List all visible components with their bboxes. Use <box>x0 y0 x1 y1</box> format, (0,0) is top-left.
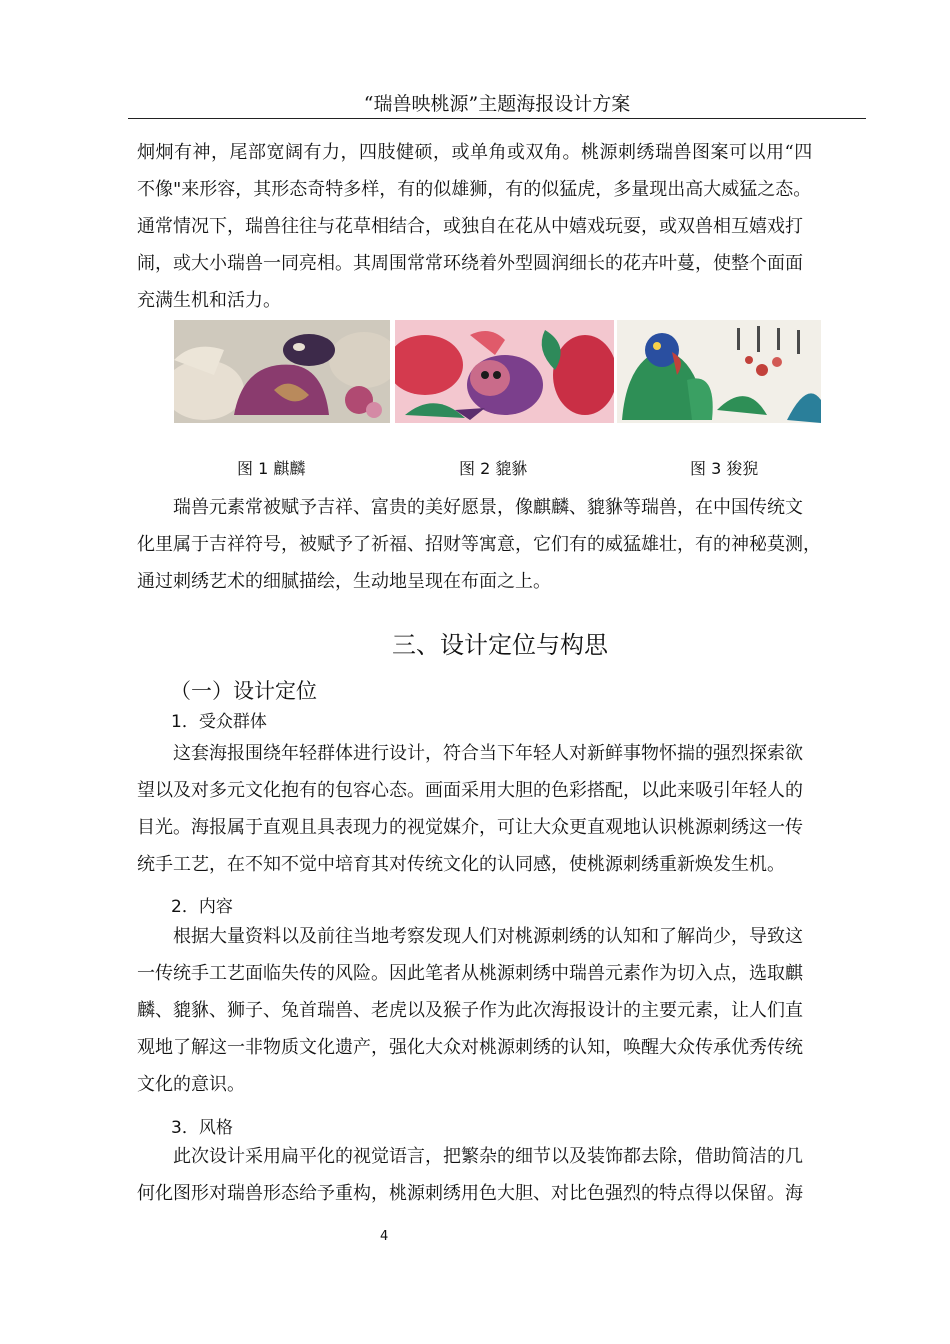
figure-caption-1: 图 1 麒麟 <box>237 459 306 478</box>
figure-caption-2: 图 2 貔貅 <box>459 459 528 478</box>
text-line: 麟、貔貅、狮子、兔首瑞兽、老虎以及猴子作为此次海报设计的主要元素，让人们直 <box>137 1000 803 1021</box>
item-heading-style: 3．风格 <box>171 1118 233 1138</box>
text-line: 炯炯有神，尾部宽阔有力，四肢健硕，或单角或双角。桃源刺绣瑞兽图案可以用“四 <box>137 142 813 163</box>
text-line: 通过刺绣艺术的细腻描绘，生动地呈现在布面之上。 <box>137 571 551 592</box>
text-line: 通常情况下，瑞兽往往与花草相结合，或独自在花从中嬉戏玩耍，或双兽相互嬉戏打 <box>137 216 803 237</box>
text-line: 何化图形对瑞兽形态给予重构，桃源刺绣用色大胆、对比色强烈的特点得以保留。海 <box>137 1183 803 1204</box>
item-body-content <box>137 918 872 1103</box>
text-line: 统手工艺，在不知不觉中培育其对传统文化的认同感，使桃源刺绣重新焕发生机。 <box>137 854 785 875</box>
text-line: 一传统手工艺面临失传的风险。因此笔者从桃源刺绣中瑞兽元素作为切入点，选取麒 <box>137 963 803 984</box>
figure-pixiu-image <box>395 320 614 423</box>
item-body-audience <box>137 735 872 883</box>
intro-paragraph <box>137 134 872 319</box>
text-line: 观地了解这一非物质文化遗产，强化大众对桃源刺绣的认知，唤醒大众传承优秀传统 <box>137 1037 803 1058</box>
text-line: 根据大量资料以及前往当地考察发现人们对桃源刺绣的认知和了解尚少，导致这 <box>173 926 803 947</box>
figure-caption-3: 图 3 狻猊 <box>690 459 759 478</box>
page-header-title: “瑞兽映桃源”主题海报设计方案 <box>363 93 631 115</box>
text-line: 这套海报围绕年轻群体进行设计，符合当下年轻人对新鲜事物怀揣的强烈探索欲 <box>173 743 803 764</box>
item-body-style <box>137 1138 872 1212</box>
paragraph-2 <box>137 489 872 600</box>
figure-suanni-image <box>617 320 821 423</box>
item-heading-content: 2．内容 <box>171 897 233 917</box>
text-line: 此次设计采用扁平化的视觉语言，把繁杂的细节以及装饰都去除，借助简洁的几 <box>173 1146 803 1167</box>
item-heading-audience: 1．受众群体 <box>171 712 267 732</box>
section-title: 三、设计定位与构思 <box>392 631 608 659</box>
page-number: 4 <box>380 1229 389 1244</box>
text-line: 化里属于吉祥符号，被赋予了祈福、招财等寓意，它们有的威猛雄壮，有的神秘莫测， <box>137 534 821 555</box>
text-line: 文化的意识。 <box>137 1074 245 1095</box>
subsection-title: （一）设计定位 <box>170 679 317 703</box>
text-line: 目光。海报属于直观且具表现力的视觉媒介，可让大众更直观地认识桃源刺绣这一传 <box>137 817 803 838</box>
figure-qilin-image <box>174 320 390 423</box>
text-line: 闹，或大小瑞兽一同亮相。其周围常常环绕着外型圆润细长的花卉叶蔓，使整个面面 <box>137 253 803 274</box>
text-line: 望以及对多元文化抱有的包容心态。画面采用大胆的色彩搭配，以此来吸引年轻人的 <box>137 780 803 801</box>
text-line: 充满生机和活力。 <box>137 290 281 311</box>
header-rule <box>128 118 866 119</box>
text-line: 瑞兽元素常被赋予吉祥、富贵的美好愿景，像麒麟、貔貅等瑞兽，在中国传统文 <box>173 497 803 518</box>
text-line: 不像"来形容，其形态奇特多样，有的似雄狮，有的似猛虎，多量现出高大威猛之态。 <box>137 179 812 200</box>
